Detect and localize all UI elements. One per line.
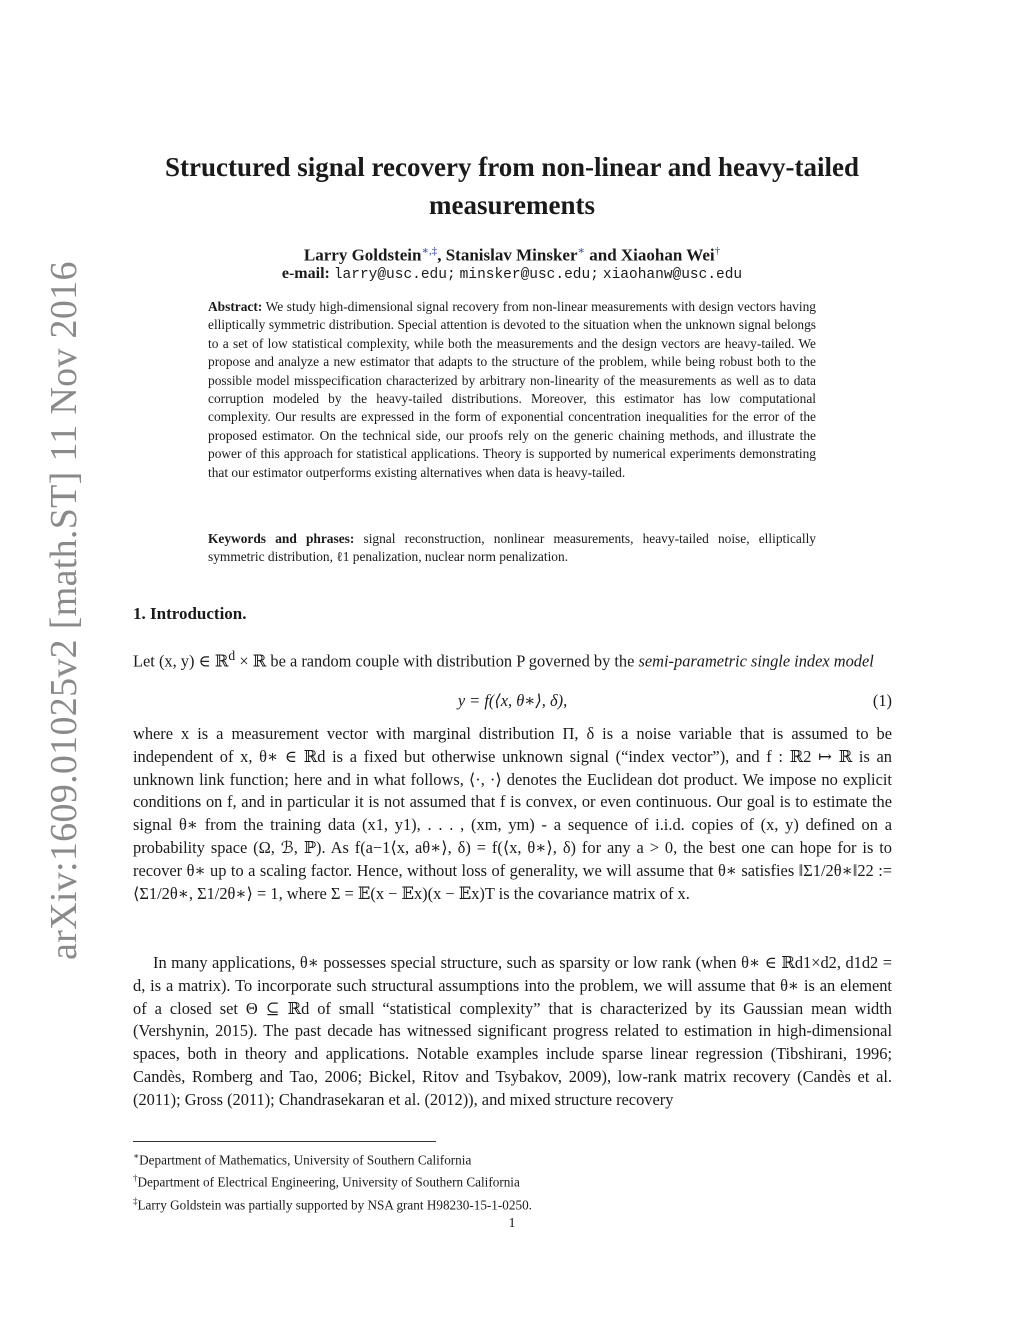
author-affiliation-mark[interactable]: ∗,‡ [421, 245, 438, 257]
author-affiliation-mark[interactable]: † [714, 245, 721, 257]
email-line [150, 264, 874, 285]
footnote [133, 1192, 892, 1214]
email-address[interactable]: xiaohanw@usc.edu [602, 267, 743, 283]
intro-emphasis: semi-parametric single index model [638, 651, 874, 671]
footnote-mark: † [133, 1173, 138, 1184]
intro-text: In many applications, θ∗ possesses special structure, such as sparsity or low rank (when θ∗ ∈ ℝd1×d2, d1d2 = d, is a matrix). To incorporate such structural assumptions into the problem, we will assume that θ∗ is an element of a closed set Θ ⊆ ℝd of small “statistical complexity” that is characterized by its Gaussian mean width (Vershynin, 2015). The past decade has witnessed significant progress related to estimation in high-dimensional spaces, both in theory and applications. Notable examples include sparse linear regression (Tibshirani, 1996; Candès, Romberg and Tao, 2006; Bickel, Ritov and Tsybakov, 2009), low-rank matrix recovery (Candès et al. (2011); Gross (2011); Chandrasekaran et al. (2012)), and mixed structure recovery [133, 953, 892, 1109]
intro-paragraph-2 [133, 723, 892, 905]
footnote-mark: ‡ [133, 1195, 138, 1206]
keywords [208, 530, 816, 567]
page-number: 1 [508, 1216, 516, 1231]
footnote [133, 1147, 892, 1169]
footnote-mark: ∗ [133, 1151, 140, 1161]
author-line [150, 240, 874, 267]
intro-superscript: d [228, 648, 236, 663]
intro-paragraph-1 [133, 645, 892, 673]
author-name: Larry Goldstein [303, 245, 422, 265]
footnote-text: Larry Goldstein was partially supported by NSA grant H98230-15-1-0250. [137, 1197, 532, 1213]
abstract [208, 298, 816, 482]
abstract-label: Abstract: [208, 299, 263, 314]
arxiv-side-stamp: arXiv:1609.01025v2 [math.ST] 11 Nov 2016 [43, 261, 85, 960]
author-name: Stanislav Minsker [445, 245, 578, 265]
keywords-label: Keywords and phrases: [208, 531, 355, 546]
intro-text: Let (x, y) ∈ ℝ [133, 651, 229, 671]
section-heading: 1. Introduction. [133, 604, 247, 623]
keywords-text: signal reconstruction, nonlinear measurements, heavy-tailed noise, elliptically symmetric distribution, ℓ1 penalization, nuclear norm penalization. [208, 531, 816, 565]
author-affiliation-mark[interactable]: ∗ [577, 245, 585, 257]
footnote-text: Department of Electrical Engineering, University of Southern California [137, 1174, 520, 1190]
intro-paragraph-3 [133, 952, 892, 1112]
email-label: e-mail: [281, 265, 330, 282]
email-address[interactable]: minsker@usc.edu; [459, 267, 599, 283]
footnote-text: Department of Mathematics, University of Southern California [139, 1152, 472, 1168]
author-separator: and [584, 245, 621, 265]
equation-body: y = f(⟨x, θ∗⟩, δ), [457, 691, 568, 710]
author-separator: , [437, 245, 446, 265]
email-address[interactable]: larry@usc.edu; [333, 267, 456, 283]
intro-text: × ℝ be a random couple with distribution P governed by the [235, 651, 639, 671]
intro-text: where x is a measurement vector with marginal distribution Π, δ is a noise variable that is assumed to be independent of x, θ∗ ∈ ℝd is a fixed but otherwise unknown signal (“index vector”), and f : ℝ2 ↦ ℝ is an unknown link function; here and in what follows, ⟨·, ·⟩ denotes the Euclidean dot product. We impose no explicit conditions on f, and in particular it is not assumed that f is convex, or even continuous. Our goal is to estimate the signal θ∗ from the training data (x1, y1), . . . , (xm, ym) - a sequence of i.i.d. copies of (x, y) defined on a probability space (Ω, ℬ, ℙ). As f(a−1⟨x, aθ∗⟩, δ) = f(⟨x, θ∗⟩, δ) for any a > 0, the best one can hope for is to recover θ∗ up to a scaling factor. Hence, without loss of generality, we will assume that θ∗ satisfies ‖Σ1/2θ∗‖22 := ⟨Σ1/2θ∗, Σ1/2θ∗⟩ = 1, where Σ = 𝔼(x − 𝔼x)(x − 𝔼x)T is the covariance matrix of x. [133, 724, 892, 903]
footnote-divider [133, 1141, 436, 1142]
footnotes [133, 1147, 892, 1214]
footnote [133, 1169, 892, 1191]
abstract-text: We study high-dimensional signal recovery from non-linear measurements with design vectors having elliptically symmetric distribution. Special attention is devoted to the situation when the unknown signal belongs to a set of low statistical complexity, while both the measurements and the design vectors are heavy-tailed. We propose and analyze a new estimator that adapts to the structure of the problem, while being robust both to the possible model misspecification characterized by arbitrary non-linearity of the measurements as well as to data corruption modeled by the heavy-tailed distributions. Moreover, this estimator has low computational complexity. Our results are expressed in the form of exponential concentration inequalities for the error of the proposed estimator. On the technical side, our proofs rely on the generic chaining methods, and illustrate the power of this approach for statistical applications. Theory is supported by numerical experiments demonstrating that our estimator outperforms existing alternatives when data is heavy-tailed. [208, 299, 816, 480]
author-name: Xiaohan Wei [620, 245, 715, 265]
paper-title: Structured signal recovery from non-linear and heavy-tailed measurements [165, 152, 859, 220]
equation-number: (1) [872, 691, 892, 710]
